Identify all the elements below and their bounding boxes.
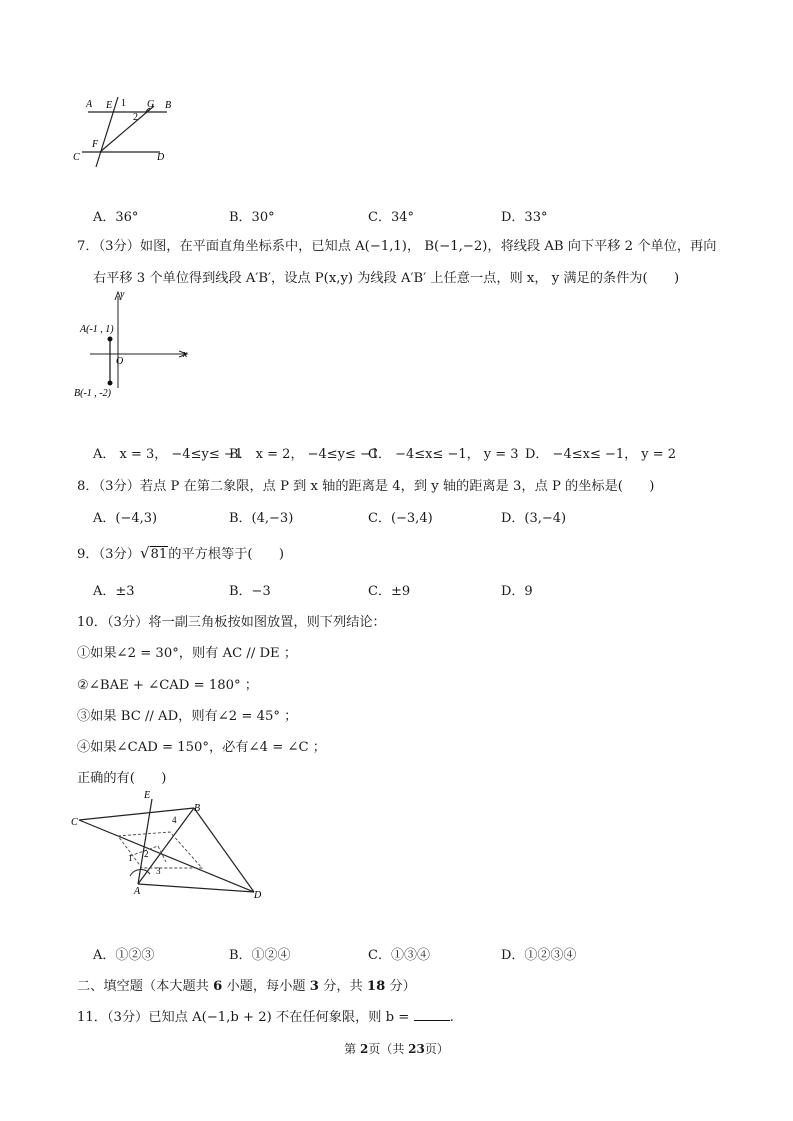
q7-figure-x-label: x: [183, 349, 188, 360]
q8-option-c[interactable]: C．(−3,4): [368, 511, 433, 526]
section-2-mid-1: 小题，每小题: [222, 979, 310, 994]
q10-option-c[interactable]: C．①③④: [368, 948, 430, 963]
q10-figure-label-4: 4: [172, 815, 177, 825]
q10-ask: 正确的有( ): [77, 771, 167, 786]
q10-figure-label-3: 3: [156, 866, 161, 876]
q9-radicand: 81: [150, 547, 168, 562]
fig6-label-a: A: [86, 99, 93, 110]
q9-option-a[interactable]: A．±3: [93, 584, 135, 599]
sqrt-icon: √: [139, 544, 150, 562]
q11-question: 11．（3分）已知点 A(−1,b + 2) 不在任何象限，则 b =: [77, 1010, 410, 1025]
q6-figure: [70, 92, 190, 172]
fig6-label-2: 2: [133, 112, 138, 123]
q7-option-b[interactable]: B． x = 2， −4≤y≤ −1: [229, 447, 380, 462]
q7-line-2: 右平移 3 个单位得到线段 A′B′，设点 P(x,y) 为线段 A′B′ 上任意一点，则 x， y 满足的条件为( ): [93, 271, 680, 286]
q10-option-d[interactable]: D．①②③④: [501, 948, 577, 963]
q8-option-d[interactable]: D．(3,−4): [501, 511, 567, 526]
q9-text: [77, 543, 284, 562]
q6-option-a[interactable]: A．36°: [93, 210, 139, 225]
section-2-mid-2: 分，共: [318, 979, 367, 994]
q10-figure-label-b: B: [194, 803, 201, 814]
q10-option-b[interactable]: B．①②④: [229, 948, 291, 963]
q10-statement-1: ①如果∠2 = 30°，则有 AC // DE ；: [77, 646, 298, 661]
section-2-total: 18: [366, 979, 386, 994]
footer-prefix: 第: [344, 1042, 360, 1056]
q10-figure: [70, 788, 270, 900]
q8-option-b[interactable]: B．(4,−3): [229, 511, 294, 526]
fig6-label-1: 1: [121, 98, 126, 109]
q11-end: .: [449, 1010, 454, 1025]
footer-suffix: 页）: [424, 1042, 449, 1056]
q10-figure-label-2: 2: [144, 849, 149, 859]
q7-figure: [70, 288, 195, 403]
footer-page-number: 2: [359, 1042, 369, 1056]
q6-option-d[interactable]: D．33°: [501, 210, 548, 225]
q10-figure-label-d: D: [254, 890, 262, 900]
q6-option-c[interactable]: C．34°: [368, 210, 414, 225]
footer-total-pages: 23: [408, 1042, 425, 1056]
q8-text: 8．（3分）若点 P 在第二象限，点 P 到 x 轴的距离是 4，到 y 轴的距离是 3，点 P 的坐标是( ): [77, 479, 655, 494]
q10-figure-label-1: 1: [128, 853, 133, 863]
q7-line-1: 7．（3分）如图，在平面直角坐标系中，已知点 A(−1,1)， B(−1,−2)，将线段 AB 向下平移 2 个单位，再向: [77, 239, 717, 254]
q8-option-a[interactable]: A．(−4,3): [93, 511, 158, 526]
q10-statement-3: ③如果 BC // AD，则有∠2 = 45° ；: [77, 709, 298, 724]
q6-option-b[interactable]: B．30°: [229, 210, 275, 225]
q10-option-a[interactable]: A．①②③: [93, 948, 155, 963]
q9-option-d[interactable]: D．9: [501, 584, 533, 599]
q7-figure-a-label: A(-1 , 1): [80, 324, 114, 335]
q9-option-b[interactable]: B．−3: [229, 584, 271, 599]
fig6-label-f: F: [92, 139, 99, 150]
q7-option-d[interactable]: D． −4≤x≤ −1， y = 2: [525, 447, 677, 462]
footer-mid: 页（共: [368, 1042, 409, 1056]
fig6-label-g: G: [147, 99, 155, 110]
q10-statement-4: ④如果∠CAD = 150°，必有∠4 = ∠C ；: [77, 740, 326, 755]
q7-figure-y-label: y: [120, 289, 125, 300]
q9-suffix: 的平方根等于( ): [168, 547, 285, 562]
section-2-prefix: 二、填空题（本大题共: [77, 979, 214, 994]
q7-figure-origin: O: [116, 356, 124, 367]
section-2-heading: [77, 975, 416, 994]
q7-figure-b-label: B(-1 , -2): [74, 388, 111, 399]
q7-option-a[interactable]: A． x = 3， −4≤y≤ −1: [93, 447, 244, 462]
q9-prefix: 9．（3分）: [77, 547, 140, 562]
q11-text: [77, 1006, 454, 1025]
fig6-label-b: B: [165, 100, 172, 111]
q9-option-c[interactable]: C．±9: [368, 584, 411, 599]
q10-figure-label-a: A: [134, 886, 141, 897]
fig6-label-e: E: [106, 100, 113, 111]
q11-answer-blank[interactable]: [414, 1008, 450, 1021]
fig6-label-d: D: [157, 152, 165, 163]
section-2-points-each: 3: [309, 979, 319, 994]
page-footer: [0, 1040, 793, 1057]
q7-option-c[interactable]: C． −4≤x≤ −1， y = 3: [368, 447, 519, 462]
q10-text: 10．（3分）将一副三角板按如图放置，则下列结论：: [77, 615, 386, 630]
fig6-label-c: C: [73, 152, 80, 163]
q10-statement-2: ②∠BAE + ∠CAD = 180° ；: [77, 678, 258, 693]
section-2-suffix: 分）: [385, 979, 416, 994]
q10-figure-label-e: E: [144, 790, 151, 801]
q10-figure-label-c: C: [71, 817, 78, 828]
section-2-count: 6: [213, 979, 223, 994]
